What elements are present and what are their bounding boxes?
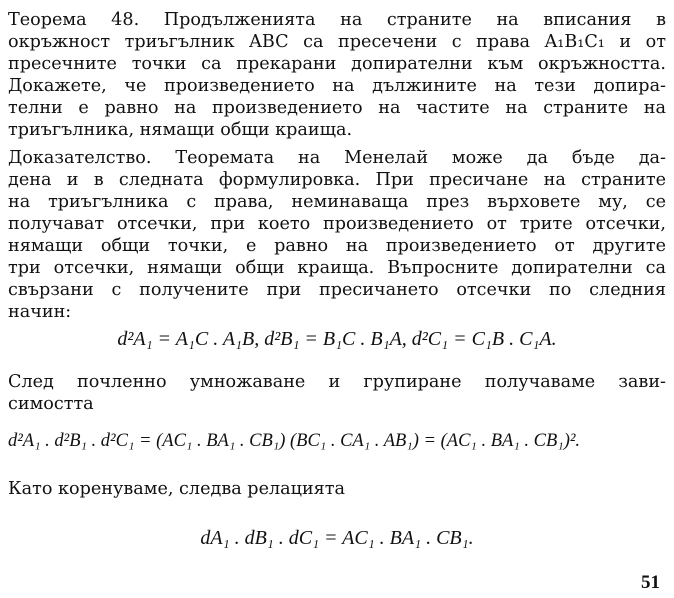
proof-line-1: Доказателство. Теоремата на Менелай може да бъде да-: [8, 148, 666, 168]
proof-line-3: на триъгълника с права, неминаваща през върховете му, се: [8, 192, 666, 212]
theorem-line-5: телни е равно на произведението на частите на страните на: [8, 98, 666, 118]
multiply-line-1: След почленно умножаване и групиране получаваме зави-: [8, 372, 666, 392]
theorem-line-1: Теорема 48. Продълженията на страните на вписания в: [8, 10, 666, 30]
multiply-line-2: симостта: [8, 394, 94, 414]
proof-line-6: три отсечки, нямащи общи краища. Въпросните допирателни са: [8, 258, 666, 278]
proof-line-8: начин:: [8, 302, 72, 322]
formula-tangent-squares: d²A₁ = A₁C . A₁B, d²B₁ = B₁C . B₁A, d²C₁ = C₁B . C₁A.: [117, 328, 557, 350]
theorem-line-4: Докажете, че произведението на дължините на тези допира-: [8, 76, 666, 96]
theorem-line-2: окръжност триъгълник ABC са пресечени с права A₁B₁C₁ и от: [8, 32, 666, 52]
theorem-line-6: триъгълника, нямащи общи краища.: [8, 120, 353, 140]
proof-line-7: свързани с получените при пресичането отсечки по следния: [8, 280, 666, 300]
proof-line-2: дена и в следната формулировка. При пресичане на страните: [8, 170, 666, 190]
theorem-line-3: пресечните точки са прекарани допирателни към окръжността.: [8, 54, 666, 74]
proof-line-5: нямащи общи точки, е равно на произведението от другите: [8, 236, 666, 256]
formula-product: d²A₁ . d²B₁ . d²C₁ = (AC₁ . BA₁ . CB₁) (BC₁ . CA₁ . AB₁) = (AC₁ . BA₁ . CB₁)².: [8, 431, 581, 451]
proof-line-4: получават отсечки, при което произведението от трите отсечки,: [8, 214, 666, 234]
formula-result: dA₁ . dB₁ . dC₁ = AC₁ . BA₁ . CB₁.: [200, 527, 474, 549]
page-number: 51: [641, 572, 660, 593]
root-line: Като коренуваме, следва релацията: [8, 479, 346, 499]
